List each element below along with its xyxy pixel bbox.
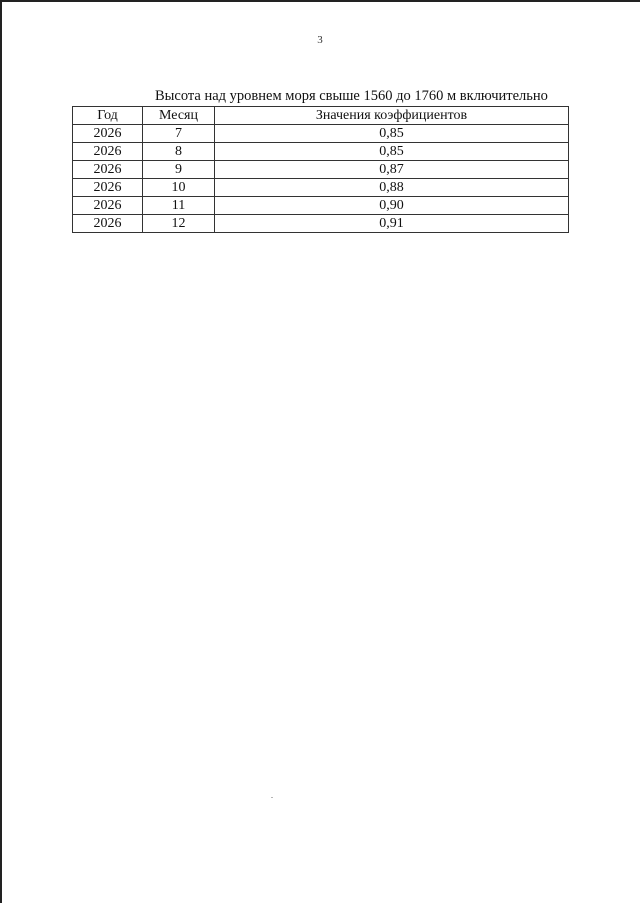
- table-row: [73, 197, 569, 215]
- cell-month: 11: [143, 197, 215, 215]
- table-row: [73, 179, 569, 197]
- cell-year: 2026: [73, 143, 143, 161]
- scan-speck: [271, 797, 273, 798]
- cell-year: 2026: [73, 179, 143, 197]
- cell-year: 2026: [73, 161, 143, 179]
- header-month: Месяц: [143, 107, 215, 125]
- cell-year: 2026: [73, 125, 143, 143]
- table-row: [73, 161, 569, 179]
- table-row: [73, 215, 569, 233]
- cell-coefficient: 0,88: [215, 179, 569, 197]
- page-edge-top: [0, 0, 640, 2]
- cell-month: 10: [143, 179, 215, 197]
- cell-coefficient: 0,91: [215, 215, 569, 233]
- page-number: 3: [317, 34, 323, 46]
- cell-month: 7: [143, 125, 215, 143]
- cell-coefficient: 0,90: [215, 197, 569, 215]
- cell-month: 9: [143, 161, 215, 179]
- table-row: [73, 143, 569, 161]
- cell-month: 8: [143, 143, 215, 161]
- cell-month: 12: [143, 215, 215, 233]
- coefficients-table: [72, 106, 569, 233]
- cell-coefficient: 0,85: [215, 125, 569, 143]
- table-header-row: [73, 107, 569, 125]
- cell-coefficient: 0,87: [215, 161, 569, 179]
- table-row: [73, 125, 569, 143]
- cell-coefficient: 0,85: [215, 143, 569, 161]
- header-coefficient-value: Значения коэффициентов: [215, 107, 569, 125]
- table-caption: Высота над уровнем моря свыше 1560 до 1760 м включительно: [155, 88, 548, 104]
- cell-year: 2026: [73, 215, 143, 233]
- header-year: Год: [73, 107, 143, 125]
- page-edge-left: [0, 0, 2, 903]
- cell-year: 2026: [73, 197, 143, 215]
